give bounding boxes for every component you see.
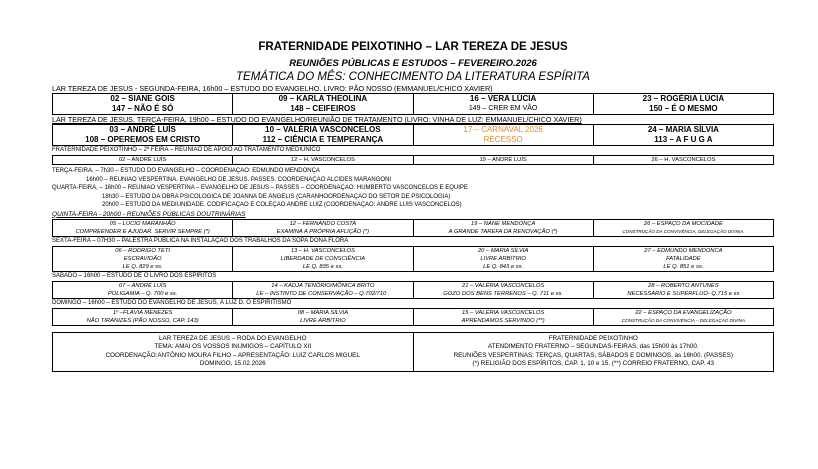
table-cell: 23 – ROGÉRIA LÚCIA 150 – É O MESMO [593,94,773,115]
table-cell: 14 – KADJA TENÓRIO/MÔNICA BRITO LE – INSTINTO DE CONSERVAÇÃO – Q.702/710 . [233,281,413,298]
table-cell: 05 – LUCIO MARANHÃO COMPREENDER E AJUDAR. SERVIR SEMPRE (*) [53,219,233,236]
table-cell: 06 – RODRIGO TETI ESCRAVIDÃO LE Q. 829 e ss. [53,246,233,271]
table-cell: 27 – EDMUNDO MENDONCA FATALIDADE LE Q. 851 e ss. [593,246,773,271]
monday-support-table [52,155,774,165]
document-subtitle: REUNIÕES PÚBLICAS E ESTUDOS – FEVEREIRO.2026 [289,58,537,69]
table-cell: 16 – VERA LÚCIA 149 – CRER EM VÃO [413,94,593,115]
table-cell: 26 – ESPAÇO DA MOCIDADE CONSTRUÇÃO DA CONVIVÊNCIA, DELEGAÇÃO DIVINA. [593,219,773,236]
monday-support-heading: FRATERNIDADE PEIXOTINHO – 2ª FEIRA – REUNIÃO DE APOIO AO TRATAMENTO MEDIÚNICO [52,147,321,153]
document-title: FRATERNIDADE PEIXOTINHO – LAR TEREZA DE JESUS [258,41,568,53]
table-cell: 26 – H. VASCONCELOS [593,156,773,165]
recesso-cell: 17 – CARNAVAL 2026 RECESSO [413,125,593,146]
table-cell: 19 – ANDRÉ LUÍS [413,156,593,165]
table-cell: 28 – ROBERTO ANTUNES NECESSÁRIO E SUPÉRFLUO- Q.715 e ss [593,281,773,298]
monday-table [52,93,774,115]
table-cell: 02 – SIANE GOIS 147 – NÃO É SÓ [53,94,233,115]
table-cell: 21 – VALÉRIA VASCONCELOS GOZO DOS BENS TERRENOS – Q. 711 e ss. [413,281,593,298]
table-cell: 09 – KARLA THEOLINA 148 – CEIFEIROS [233,94,413,115]
wednesday-schedule: QUARTA-FEIRA, – 16h00 – REUNIÃO VESPERTINA – EVANGELHO DE JESUS – PASSES – COORDENAÇÃO: HUMBERTO VASCONCELOS E EQUIPE [52,185,468,191]
table-cell: 08 – MARIA SÍLVIA LIVRE ARBÍTRIO [233,308,413,325]
table-cell: 03 – ANDRÉ LUÍS 108 – OPEREMOS EM CRISTO [53,125,233,146]
table-cell: 20 – MARIA SÍLVIA LIVRE ARBÍTRIO LE Q. 843 e ss. [413,246,593,271]
saturday-table [52,281,774,299]
wednesday-schedule-3: 20h00 – ESTUDO DA MEDIUNIDADE. CODIFICAÇÃO E COLEÇÃO ANDRÉ LUIZ (COORDENAÇÃO: ANDRÉ LUÍS VASCONCELOS) [102,202,462,208]
friday-table [52,246,774,272]
thursday-heading: QUINTA-FEIRA - 20h00 - REUNIÕES PÚBLICAS DOUTRINÁRIAS [52,210,246,218]
table-cell: 19 – NANE MENDONÇA A GRANDE TAREFA DA RENOVAÇÃO (*) [413,219,593,236]
sunday-table [52,308,774,326]
wednesday-schedule-2: 18h30 – ESTUDO DA OBRA PSICOLÓGICA DE JOANNA DE ÂNGELIS (CARANHOORDENAÇÃO DO SETOR DE PSICOLOGIA) [102,193,451,200]
thursday-table [52,219,774,237]
tuesday-schedule: TERÇA-FEIRA, – 7h30 – ESTUDO DO EVANGELHO – COORDENAÇÃO: EDMUNDO MENDONÇA [52,168,320,174]
table-cell: 15 – VALÉRIA VASCONCELOS APRENDAMOS SERVINDO (**) [413,308,593,325]
tuesday-schedule-2: 16h00 – REUNIÃO VESPERTINA. EVANGELHO DE JESUS. PASSES. COORDENAÇÃO ALCIDES MARANGONI [86,176,392,183]
table-cell: 24 – MARIA SÍLVIA 113 – A F U G A [593,125,773,146]
footer-right: FRATERNIDADE PEIXOTINHO ATENDIMENTO FRATERNO – SEGUNDAS-FEIRAS, das 15h00 às 17h00. REUNIÕES VESPERTINAS: TERÇAS, QUARTAS, SÁBADOS E DOMINGOS, às 16h00. (PASSES) (*) RELIGIÃO DOS ESPÍRITOS, CAP. 1, 10 e 15. (**) CORREIO FRATERNO, CAP. 43 [413,332,774,371]
footer-left: LAR TEREZA DE JESUS – RODA DO EVANGELHO TEMA: AMAI OS VOSSOS INUMIGOS – CAPÍTULO XII COORDENAÇÃO:ANTÔNIO MOURA FILHO – APRESENTAÇÃO: LUIZ CARLOS MIGUEL DOMINGO, 15.02.2026 [53,332,414,371]
table-cell: 10 – VALÉRIA VASCONCELOS 112 – CIÊNCIA E TEMPERANÇA [233,125,413,146]
table-cell: 1º –FLÁVIA MENEZES NÃO TIRANIZES (PÃO NOSSO, CAP. 143) [53,308,233,325]
table-cell: 07 – ANDRÉ LUÍS POLIGAMIA – Q. 700 e ss. [53,281,233,298]
table-cell: 12 – FERNANDO COSTA EXAMINA A PRÓPRIA AFLIÇÃO (*) [233,219,413,236]
monday-heading: LAR TEREZA DE JESUS - SEGUNDA-FEIRA, 16h00 – ESTUDO DO EVANGELHO. LIVRO: PÃO NOSSO (EMMANUEL/CHICO XAVIER) [52,84,493,93]
friday-heading: SEXTA-FEIRA – 07H30 – PALESTRA PÚBLICA NA INSTALAÇÃO DOS TRABALHOS DA SOPA DONA FLORA [52,237,349,244]
table-cell: 22 – ESPAÇO DA EVANGELIZAÇÃO CONSTRUÇÃO DA CONVIVÊNCIA – DELEGAÇÃO DIVINA [593,308,773,325]
tuesday-heading: LAR TEREZA DE JESUS, TERÇA-FEIRA, 19h00 – ESTUDO DO EVANGELHO/REUNIÃO DE TRATAMENTO (LIVRO: VINHA DE LUZ: EMMANUEL/CHICO XAVIER) [52,115,582,124]
tuesday-table [52,124,774,146]
table-cell: 13 – H. VASCONCELOS LIBERDADE DE CONSCIÊNCIA LE Q. 835 e ss. [233,246,413,271]
table-cell: 12 – H. VASCONCELOS [233,156,413,165]
sunday-heading: DOMINGO – 16h00 – ESTUDO DO EVANGELHO DE JESUS, À LUZ D. O ESPIRITISMO [52,299,292,306]
table-cell: 02 – ANDRÉ LUÍS [53,156,233,165]
month-theme: TEMÁTICA DO MÊS: CONHECIMENTO DA LITERATURA ESPÍRITA [236,71,590,83]
schedule-document [52,40,774,372]
footer-table [52,332,774,372]
saturday-heading: SÁBADO – 16h00 – ESTUDO DE O LIVRO DOS ESPÍRITOS [52,272,217,279]
